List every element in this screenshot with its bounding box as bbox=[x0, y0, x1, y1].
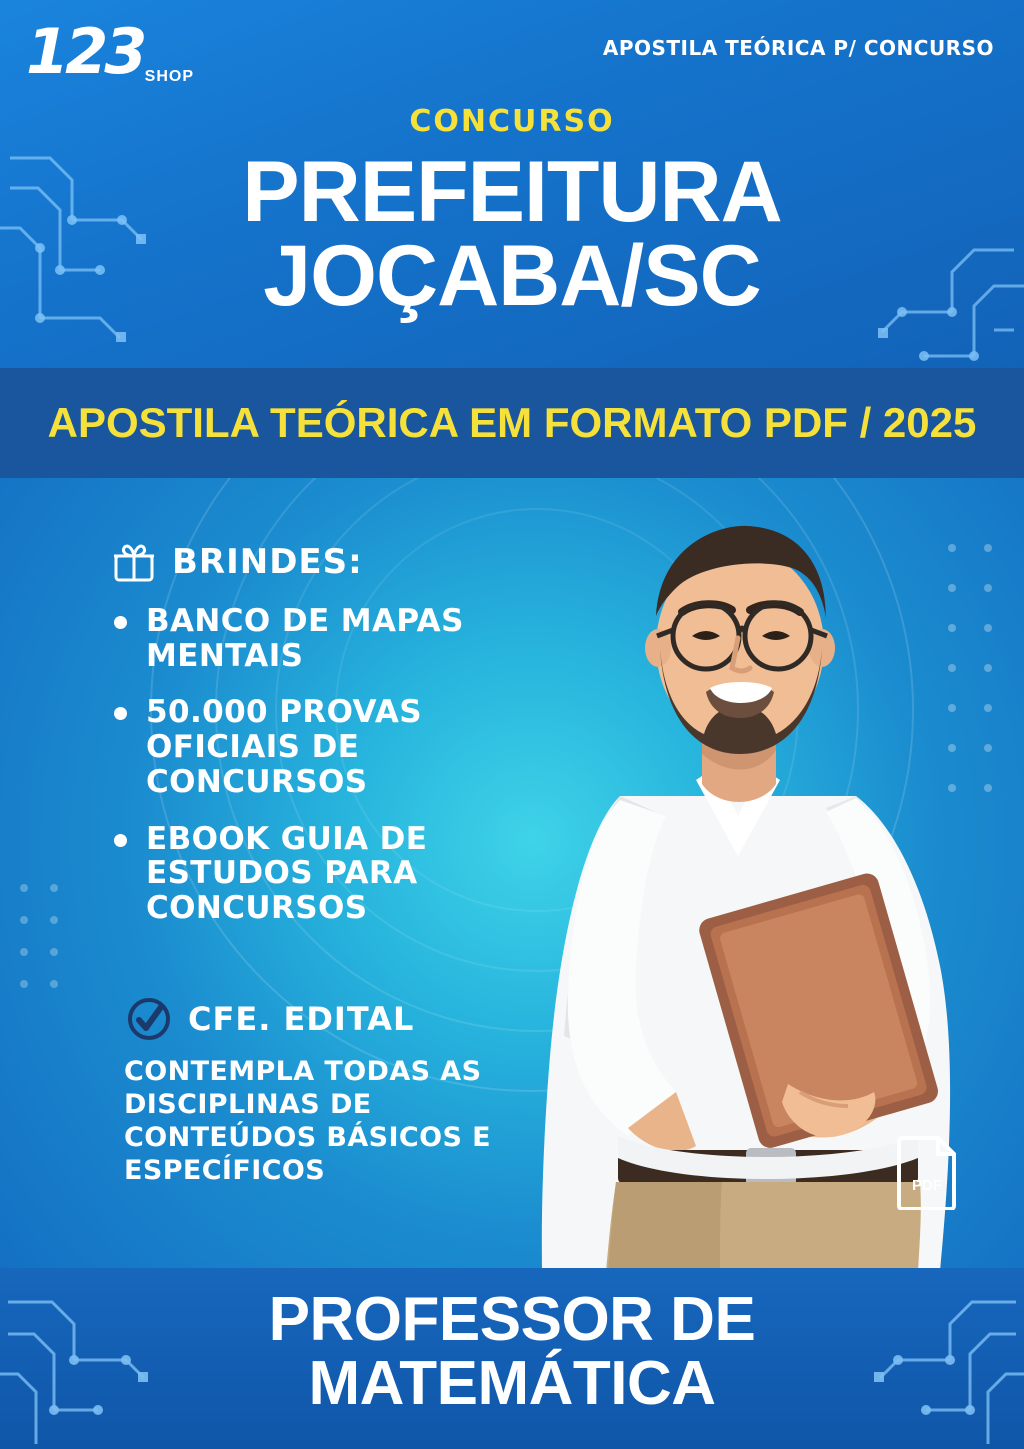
logo-shop-text: SHOP bbox=[144, 68, 194, 85]
header-band bbox=[0, 0, 1024, 368]
footer-role-line-2: MATEMÁTICA bbox=[308, 1349, 716, 1419]
list-item: 50.000 PROVAS OFICIAIS DE CONCURSOS bbox=[104, 695, 574, 799]
footer-band bbox=[0, 1268, 1024, 1449]
format-band bbox=[0, 368, 1024, 478]
brand-logo[interactable] bbox=[26, 15, 196, 88]
title-line-2: JOÇABA/SC bbox=[263, 228, 761, 325]
pdf-file-icon bbox=[896, 1134, 960, 1210]
edital-heading bbox=[126, 996, 414, 1042]
brindes-label: BRINDES: bbox=[172, 542, 363, 582]
gift-icon bbox=[112, 540, 156, 584]
footer-role-title bbox=[0, 1285, 1024, 1419]
format-band-text: APOSTILA TEÓRICA EM FORMATO PDF / 2025 bbox=[47, 399, 977, 446]
pdf-badge-label: PDF bbox=[912, 1177, 942, 1194]
logo-digits: 123 bbox=[26, 15, 144, 88]
concurso-kicker: CONCURSO bbox=[409, 104, 615, 139]
footer-role-line-1: PROFESSOR DE bbox=[268, 1285, 756, 1354]
edital-label: CFE. EDITAL bbox=[188, 1000, 415, 1038]
dot-grid-left bbox=[14, 878, 84, 998]
main-content bbox=[0, 478, 1024, 1268]
list-item: EBOOK GUIA DE ESTUDOS PARA CONCURSOS bbox=[104, 822, 574, 926]
title-line-1: PREFEITURA bbox=[242, 144, 782, 240]
list-item: BANCO DE MAPAS MENTAIS bbox=[104, 604, 574, 673]
check-circle-icon bbox=[126, 996, 172, 1042]
brindes-heading bbox=[112, 540, 363, 584]
brindes-list bbox=[104, 604, 574, 948]
header-tagline: APOSTILA TEÓRICA P/ CONCURSO bbox=[602, 36, 994, 60]
edital-description: CONTEMPLA TODAS AS DISCIPLINAS DE CONTEÚDOS BÁSICOS E ESPECÍFICOS bbox=[124, 1056, 491, 1186]
page-title bbox=[0, 144, 1024, 325]
